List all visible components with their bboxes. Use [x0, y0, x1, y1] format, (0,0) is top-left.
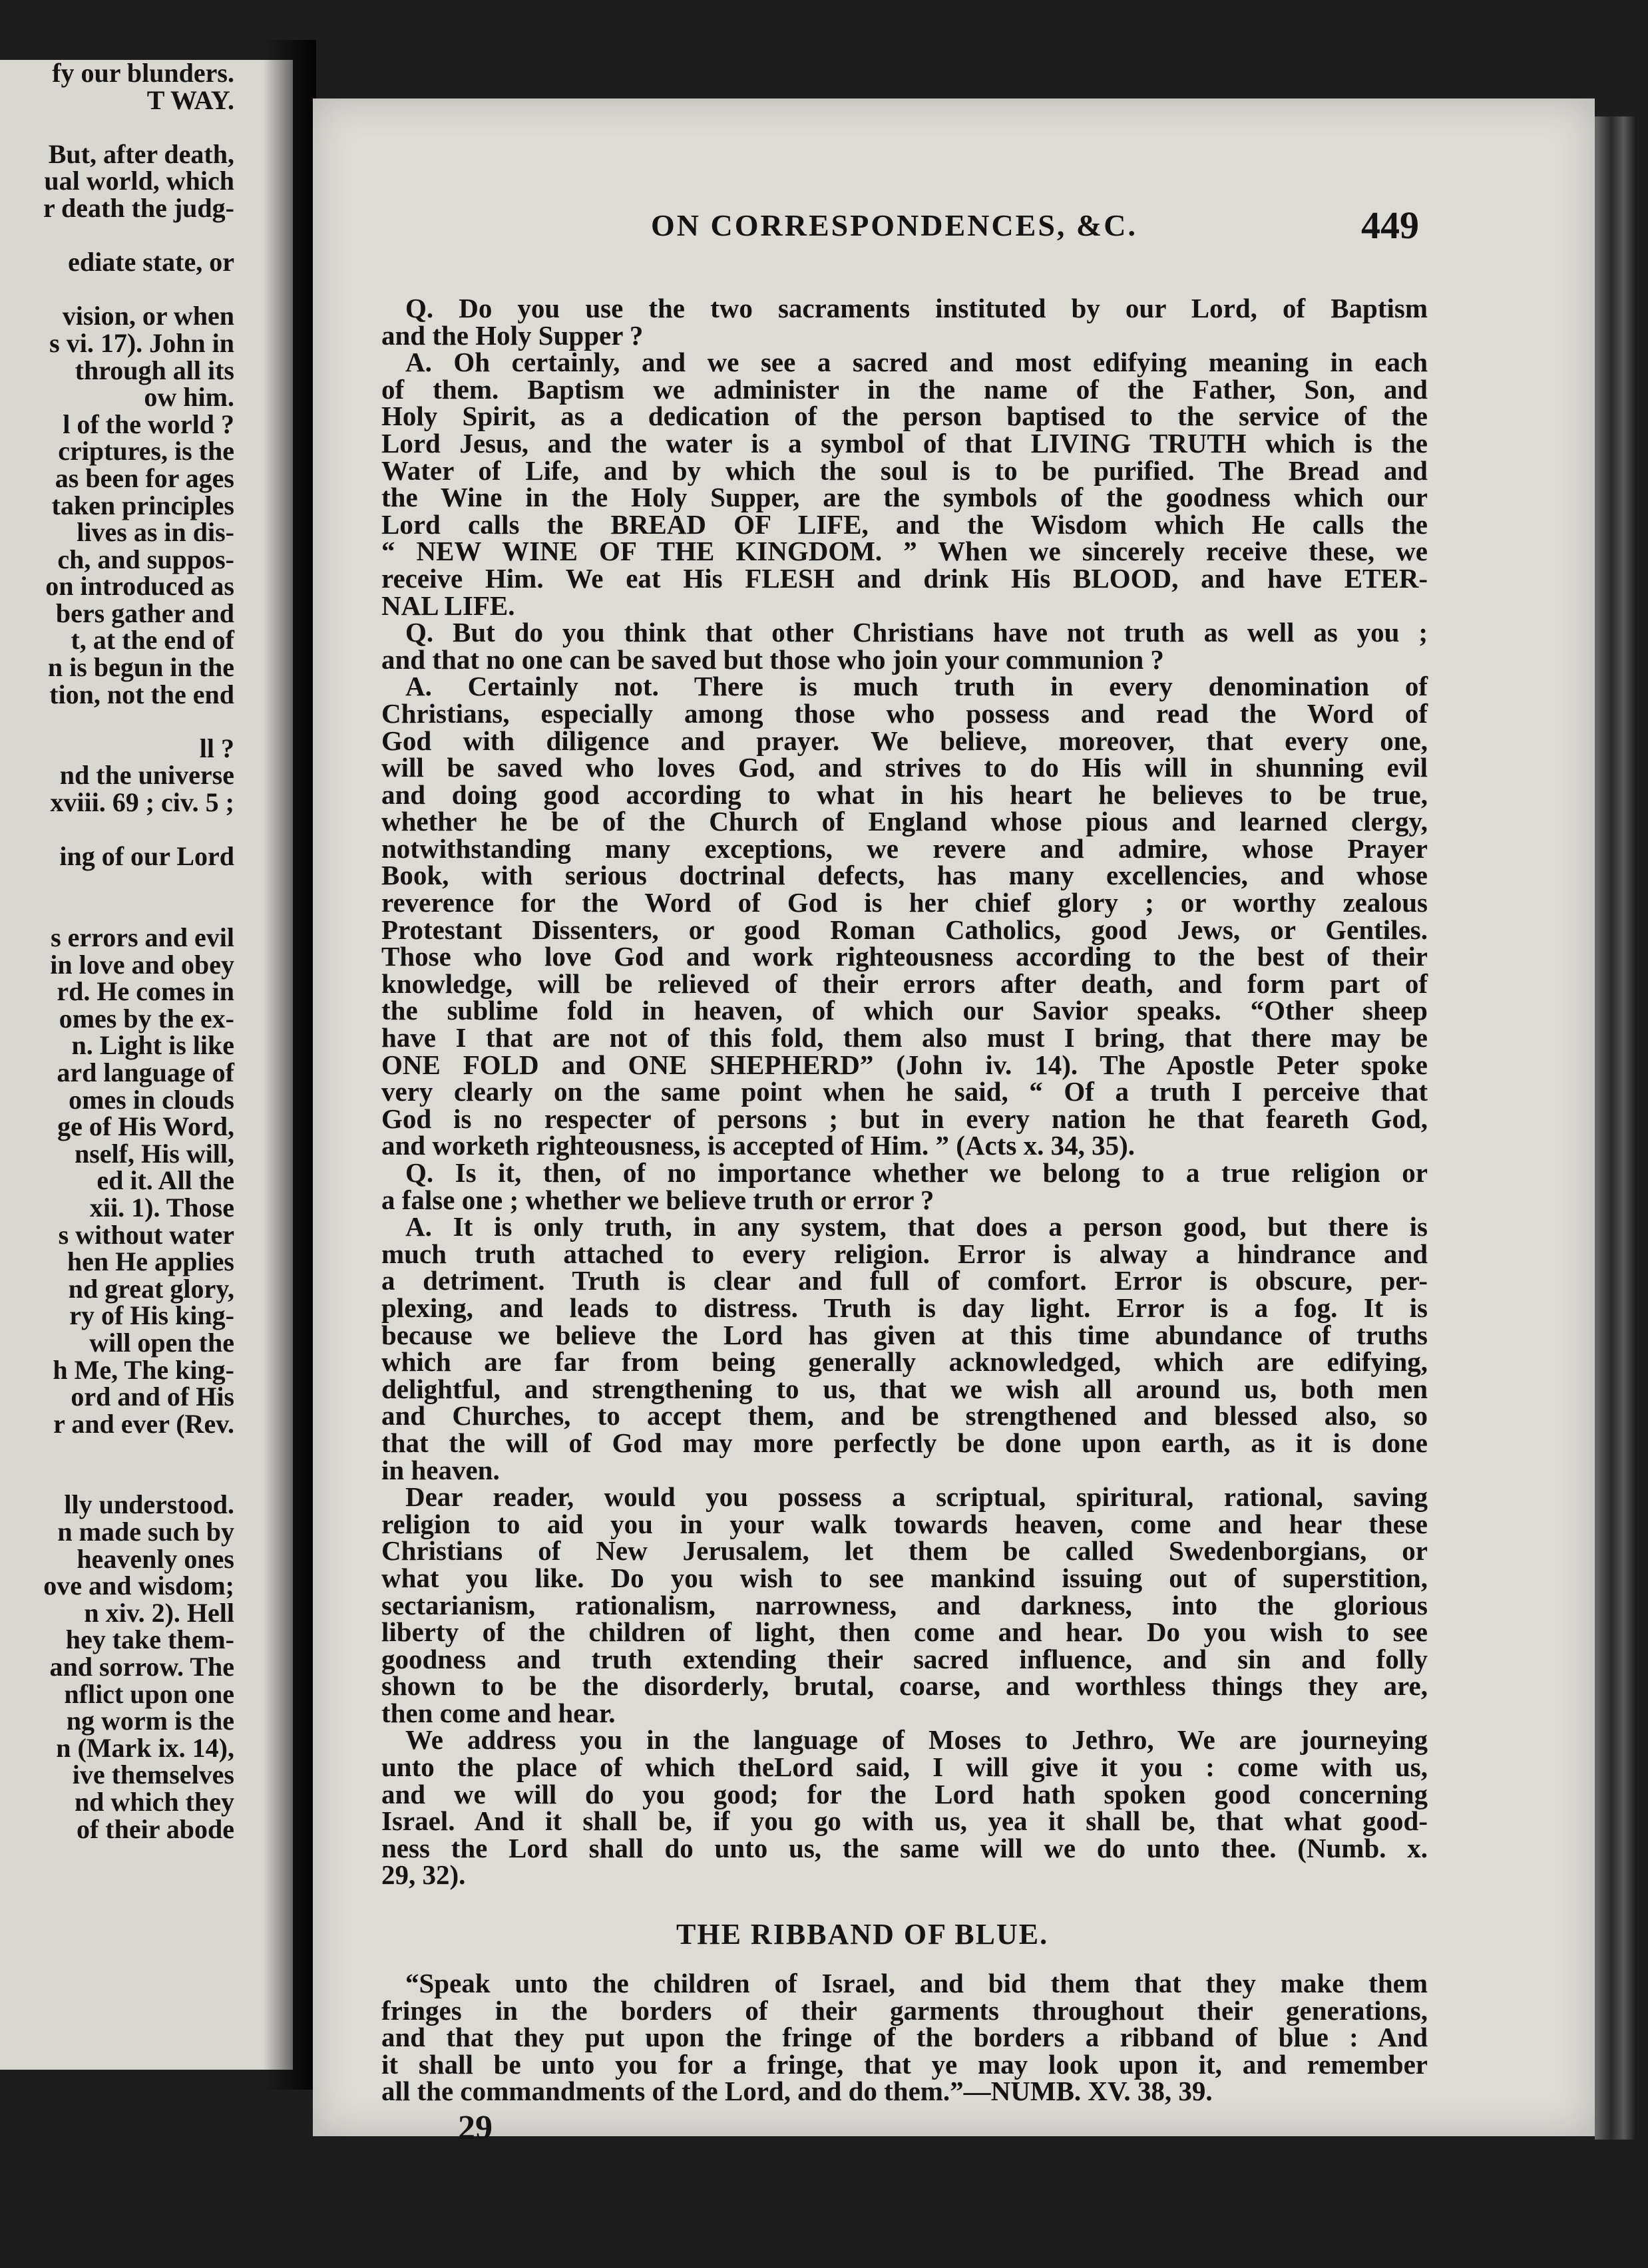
section-title: THE RIBBAND OF BLUE. — [676, 1918, 1049, 1951]
text-line: Lord Jesus, and the water is a symbol of that LIVING TRUTH which is the — [381, 427, 1428, 459]
text-line: through all its — [75, 355, 234, 385]
text-line: 29, 32). — [381, 1859, 466, 1891]
text-line — [0, 708, 234, 735]
text-line: h Me, The king- — [53, 1354, 234, 1385]
text-line — [0, 276, 234, 303]
text-line: and sorrow. The — [49, 1652, 234, 1682]
text-line: and that they put upon the fringe of the borders a ribband of blue : And — [381, 2022, 1428, 2053]
text-line: ng worm is the — [66, 1706, 234, 1736]
text-line: will open the — [89, 1327, 234, 1358]
text-line: lly understood. — [64, 1489, 234, 1520]
text-line: n made such by — [57, 1517, 234, 1547]
text-line: nd the universe — [59, 760, 234, 791]
text-line: notwithstanding many exceptions, we revere and admire, whose Prayer — [381, 833, 1428, 864]
text-line: Q. But do you think that other Christians have not truth as well as you ; — [405, 617, 1428, 648]
text-line — [0, 870, 234, 898]
text-line: religion to aid you in your walk towards heaven, come and hear these — [381, 1508, 1428, 1539]
text-line: and the Holy Supper ? — [381, 319, 644, 351]
text-line: because we believe the Lord has given at this time abundance of truths — [381, 1319, 1428, 1350]
text-line: ness the Lord shall do unto us, the same will we do unto thee. (Numb. x. — [381, 1832, 1428, 1863]
text-line: plexing, and leads to distress. Truth is day light. Error is a fog. It is — [381, 1292, 1428, 1323]
text-line: ual world, which — [44, 166, 234, 196]
text-line: fringes in the borders of their garments throughout their generations, — [381, 1994, 1428, 2026]
text-line: and that no one can be saved but those who join your communion ? — [381, 644, 1164, 675]
text-line: rd. He comes in — [57, 976, 234, 1007]
text-line: and we will do you good; for the Lord hath spoken good concerning — [381, 1778, 1428, 1809]
text-line: “ NEW WINE OF THE KINGDOM. ” When we sincerely receive these, we — [381, 536, 1428, 567]
text-line: ll ? — [199, 733, 234, 763]
text-line: taken principles — [51, 490, 234, 520]
text-line: A. It is only truth, in any system, that does a person good, but there is — [405, 1211, 1428, 1242]
scripture-quote — [381, 1970, 1428, 2105]
text-line: ive themselves — [72, 1760, 234, 1790]
page-edge — [1595, 116, 1636, 2140]
text-line — [0, 1465, 234, 1492]
text-line: But, after death, — [48, 138, 234, 169]
text-line: on introduced as — [45, 571, 234, 602]
text-line: of them. Baptism we administer in the name of the Father, Son, and — [381, 373, 1428, 405]
left-page-text-fragments — [0, 60, 234, 1843]
text-line: We address you in the language of Moses to Jethro, We are journeying — [405, 1724, 1428, 1756]
text-line: A. Certainly not. There is much truth in every denomination of — [405, 671, 1428, 702]
text-line: omes by the ex- — [59, 1003, 234, 1034]
text-line: n xiv. 2). Hell — [84, 1597, 234, 1628]
text-line: unto the place of which theLord said, I will give it you : come with us, — [381, 1752, 1428, 1783]
text-line: Q. Do you use the two sacraments instituted by our Lord, of Baptism — [405, 293, 1428, 323]
text-line: ge of His Word, — [57, 1111, 234, 1142]
text-line: criptures, is the — [58, 436, 234, 467]
text-line: Water of Life, and by which the soul is to be purified. The Bread and — [381, 455, 1428, 486]
text-line: and Churches, to accept them, and be strengthened and blessed also, so — [381, 1400, 1428, 1431]
left-page — [0, 60, 293, 2070]
text-line: ch, and suppos- — [57, 544, 234, 574]
text-line: Q. Is it, then, of no importance whether we belong to a true religion or — [405, 1157, 1428, 1188]
text-line: what you like. Do you wish to see mankind issuing out of superstition, — [381, 1562, 1428, 1593]
text-line: nflict upon one — [64, 1678, 234, 1709]
running-head: ON CORRESPONDENCES, &C. — [651, 208, 1137, 242]
text-line: vision, or when — [62, 301, 234, 331]
text-line — [0, 114, 234, 141]
text-line — [0, 897, 234, 924]
text-line: ove and wisdom; — [43, 1571, 234, 1601]
text-line: bers gather and — [55, 598, 234, 628]
book-gutter-shadow — [263, 40, 316, 2090]
text-line: a detriment. Truth is clear and full of comfort. Error is obscure, per- — [381, 1265, 1428, 1296]
text-line: as been for ages — [55, 463, 234, 493]
text-line: lives as in dis- — [77, 517, 234, 548]
text-line: then come and hear. — [381, 1697, 616, 1728]
text-line: all the commandments of the Lord, and do them.”—NUMB. XV. 38, 39. — [381, 2076, 1213, 2107]
text-line: Lord calls the BREAD OF LIFE, and the Wisdom which He calls the — [381, 508, 1428, 540]
text-line: ediate state, or — [68, 247, 234, 278]
text-line: sectarianism, rationalism, narrowness, and darkness, into the glorious — [381, 1589, 1428, 1620]
text-line: which are far from being generally acknowledged, which are edifying, — [381, 1346, 1428, 1378]
text-line: reverence for the Word of God is her chief glory ; or worthy zealous — [381, 887, 1428, 918]
text-line: have I that are not of this fold, them also must I bring, that there may be — [381, 1022, 1428, 1053]
text-line: A. Oh certainly, and we see a sacred and most edifying meaning in each — [405, 347, 1428, 378]
text-line: Dear reader, would you possess a scriptual, spiritural, rational, saving — [405, 1481, 1428, 1513]
text-line: l of the world ? — [63, 409, 234, 439]
text-line: Those who love God and work righteousness according to the best of their — [381, 941, 1428, 972]
text-line: knowledge, will be relieved of their errors after death, and form part of — [381, 968, 1428, 999]
text-line: whether he be of the Church of England whose pious and learned clergy, — [381, 806, 1428, 837]
text-line: T WAY. — [146, 85, 234, 115]
text-line: omes in clouds — [69, 1084, 234, 1115]
text-line: receive Him. We eat His FLESH and drink His BLOOD, and have ETER- — [381, 562, 1428, 594]
text-line: tion, not the end — [49, 679, 234, 709]
text-line — [0, 1437, 234, 1465]
text-line: ard language of — [57, 1057, 234, 1087]
text-line: nself, His will, — [74, 1138, 234, 1169]
text-line — [0, 817, 234, 844]
signature-mark: 29 — [458, 2109, 493, 2147]
text-line: shown to be the disorderly, brutal, coarse, and worthless things they are, — [381, 1670, 1428, 1702]
text-line: ow him. — [144, 382, 234, 413]
text-line: much truth attached to every religion. Error is alway a hindrance and — [381, 1238, 1428, 1269]
text-line: nd great glory, — [68, 1273, 234, 1304]
text-line: in heaven. — [381, 1454, 500, 1485]
text-line: Christians of New Jerusalem, let them be called Swedenborgians, or — [381, 1535, 1428, 1567]
text-line: Protestant Dissenters, or good Roman Catholics, good Jews, or Gentiles. — [381, 914, 1428, 945]
text-line: ONE FOLD and ONE SHEPHERD” (John iv. 14). The Apostle Peter spoke — [381, 1049, 1428, 1080]
text-line: God with diligence and prayer. We believe, moreover, that every one, — [381, 725, 1428, 756]
text-line: goodness and truth extending their sacred influence, and sin and folly — [381, 1643, 1428, 1674]
text-line: it shall be unto you for a fringe, that ye may look upon it, and remember — [381, 2048, 1428, 2080]
text-line: that the will of God may more perfectly be done upon earth, as it is done — [381, 1427, 1428, 1458]
text-line: s errors and evil — [51, 922, 234, 952]
body-text — [381, 295, 1428, 1889]
text-line: hey take them- — [65, 1624, 234, 1655]
text-line: Christians, especially among those who possess and read the Word of — [381, 697, 1428, 729]
text-line: a false one ; whether we believe truth or error ? — [381, 1184, 934, 1215]
text-line: r death the judg- — [43, 192, 234, 223]
text-line: t, at the end of — [71, 625, 234, 656]
text-line: in love and obey — [50, 949, 234, 980]
text-line — [0, 222, 234, 250]
text-line: the sublime fold in heaven, of which our Savior speaks. “Other sheep — [381, 995, 1428, 1026]
text-line: n. Light is like — [71, 1030, 234, 1061]
page-number: 449 — [1361, 204, 1419, 247]
text-line: hen He applies — [67, 1246, 234, 1277]
text-line: ry of His king- — [69, 1300, 234, 1331]
text-line: and worketh righteousness, is accepted of Him. ” (Acts x. 34, 35). — [381, 1130, 1135, 1161]
text-line: n is begun in the — [47, 652, 234, 683]
text-line: ing of our Lord — [59, 841, 234, 872]
text-line: the Wine in the Holy Supper, are the symbols of the goodness which our — [381, 482, 1428, 513]
text-line: Holy Spirit, as a dedication of the person baptised to the service of the — [381, 401, 1428, 432]
text-line: very clearly on the same point when he said, “ Of a truth I perceive that — [381, 1076, 1428, 1107]
text-line: r and ever (Rev. — [53, 1408, 234, 1439]
text-line: and doing good according to what in his heart he believes to be true, — [381, 779, 1428, 810]
text-line: heavenly ones — [77, 1543, 234, 1574]
text-line: will be saved who loves God, and strives to do His will in shunning evil — [381, 752, 1428, 783]
text-line: s without water — [58, 1219, 234, 1250]
text-line: NAL LIFE. — [381, 590, 515, 621]
text-line: xii. 1). Those — [89, 1192, 234, 1223]
text-line: delightful, and strengthening to us, that we wish all around us, both men — [381, 1373, 1428, 1404]
text-line: ord and of His — [71, 1382, 234, 1412]
text-line: Book, with serious doctrinal defects, has many excellencies, and whose — [381, 860, 1428, 891]
text-line: “Speak unto the children of Israel, and bid them that they make them — [405, 1968, 1428, 1998]
text-line: xviii. 69 ; civ. 5 ; — [50, 787, 234, 818]
text-line: fy our blunders. — [52, 60, 234, 88]
text-line: n (Mark ix. 14), — [56, 1732, 234, 1763]
text-line: of their abode — [76, 1813, 234, 1844]
text-line: ed it. All the — [97, 1165, 234, 1196]
text-line: God is no respecter of persons ; but in every nation he that feareth God, — [381, 1103, 1428, 1134]
text-line: s vi. 17). John in — [49, 327, 234, 358]
text-line: Israel. And it shall be, if you go with us, yea it shall be, that what good- — [381, 1805, 1428, 1837]
text-line: nd which they — [74, 1787, 234, 1817]
text-line: liberty of the children of light, then come and hear. Do you wish to see — [381, 1616, 1428, 1648]
